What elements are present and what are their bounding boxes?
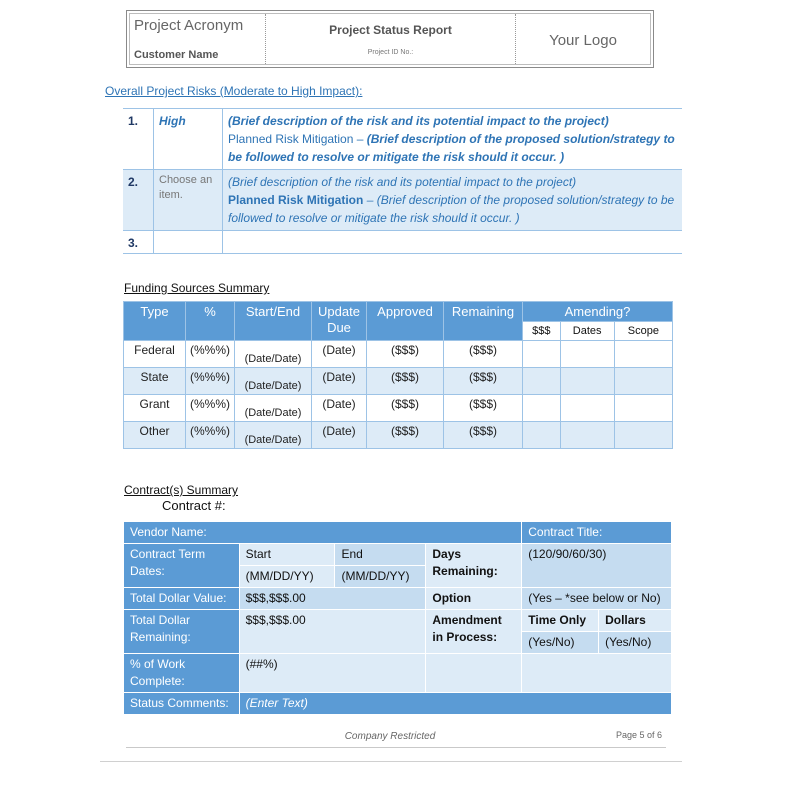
- total-remaining-label: Total Dollar Remaining:: [124, 610, 240, 654]
- amending-scope-cell[interactable]: [614, 341, 672, 368]
- customer-name[interactable]: Customer Name: [134, 49, 219, 61]
- percent-work-label: % of Work Complete:: [124, 654, 240, 693]
- funding-row-state: [124, 368, 673, 395]
- risk-level-cell[interactable]: [154, 109, 223, 170]
- funding-type: Grant: [124, 395, 186, 422]
- percent-work-value[interactable]: (##%): [239, 654, 426, 693]
- risk-level-cell[interactable]: [154, 231, 223, 254]
- total-remaining-value[interactable]: $$$,$$$.00: [239, 610, 426, 654]
- funding-remaining[interactable]: ($$$): [444, 422, 523, 449]
- contract-number-label[interactable]: Contract #:: [162, 498, 226, 513]
- amending-dates-cell[interactable]: [560, 368, 614, 395]
- funding-section-title: Funding Sources Summary: [124, 281, 270, 295]
- mitigation-label: Planned Risk Mitigation –: [228, 132, 367, 146]
- funding-percent[interactable]: (%%%): [186, 422, 235, 449]
- risk-row: [123, 170, 682, 231]
- dollars-label: Dollars: [599, 610, 672, 632]
- contract-title-label[interactable]: Contract Title:: [522, 522, 672, 544]
- amending-dates-cell[interactable]: [560, 422, 614, 449]
- funding-percent[interactable]: (%%%): [186, 341, 235, 368]
- project-id-label[interactable]: Project ID No.:: [367, 49, 414, 56]
- amendment-label: Amendment in Process:: [426, 610, 522, 654]
- term-start-value[interactable]: (MM/DD/YY): [239, 566, 335, 588]
- risk-row: [123, 231, 682, 254]
- time-only-value[interactable]: (Yes/No): [522, 632, 599, 654]
- risk-number: 3.: [123, 231, 154, 254]
- amending-dates-cell[interactable]: [560, 395, 614, 422]
- funding-type: Federal: [124, 341, 186, 368]
- term-end-label: End: [335, 544, 426, 566]
- term-start-label: Start: [239, 544, 335, 566]
- risk-level-cell[interactable]: [154, 170, 223, 231]
- funding-type: Other: [124, 422, 186, 449]
- funding-dates[interactable]: (Date/Date): [235, 422, 312, 449]
- funding-percent[interactable]: (%%%): [186, 395, 235, 422]
- funding-due[interactable]: (Date): [312, 395, 367, 422]
- risk-description-cell[interactable]: [223, 109, 683, 170]
- term-end-value[interactable]: (MM/DD/YY): [335, 566, 426, 588]
- header-title-cell: [266, 14, 516, 64]
- company-restricted: Company Restricted: [344, 731, 436, 742]
- amending-money-header: $$$: [523, 322, 561, 341]
- dollars-value[interactable]: (Yes/No): [599, 632, 672, 654]
- total-value[interactable]: $$$,$$$.00: [239, 588, 426, 610]
- funding-due[interactable]: (Date): [312, 422, 367, 449]
- risk-level-dropdown[interactable]: Choose an item.: [159, 174, 213, 201]
- risk-number: 2.: [123, 170, 154, 231]
- funding-dates[interactable]: (Date/Date): [235, 341, 312, 368]
- contract-term-label: Contract Term Dates:: [124, 544, 240, 588]
- days-remaining-value[interactable]: (120/90/60/30): [522, 544, 672, 588]
- logo-placeholder[interactable]: Your Logo: [549, 32, 617, 49]
- option-value[interactable]: (Yes – *see below or No): [522, 588, 672, 610]
- funding-remaining[interactable]: ($$$): [444, 341, 523, 368]
- risks-table: [123, 108, 682, 254]
- risk-description[interactable]: (Brief description of the risk and its potential impact to the project): [228, 175, 577, 189]
- project-acronym[interactable]: Project Acronym: [134, 17, 244, 34]
- funding-approved[interactable]: ($$$): [367, 422, 444, 449]
- funding-due[interactable]: (Date): [312, 368, 367, 395]
- footer-divider: [126, 747, 666, 748]
- col-approved-header: Approved: [367, 302, 444, 341]
- funding-approved[interactable]: ($$$): [367, 395, 444, 422]
- funding-row-other: [124, 422, 673, 449]
- page-bottom-divider: [100, 761, 682, 762]
- funding-dates[interactable]: (Date/Date): [235, 368, 312, 395]
- vendor-name-label[interactable]: Vendor Name:: [124, 522, 522, 544]
- header-logo-cell: [516, 14, 650, 64]
- status-comments-value[interactable]: (Enter Text): [239, 693, 671, 715]
- mitigation-text[interactable]: – (Brief description of the proposed solution/strategy to be followed to resolve or mitigate the risk should it occur. ): [228, 193, 675, 225]
- risk-mitigation[interactable]: [228, 191, 677, 227]
- col-percent-header: %: [186, 302, 235, 341]
- risks-section-title: Overall Project Risks (Moderate to High Impact):: [105, 84, 363, 98]
- funding-row-grant: [124, 395, 673, 422]
- amending-money-cell[interactable]: [523, 395, 561, 422]
- risk-mitigation[interactable]: [228, 130, 677, 166]
- risk-row: [123, 109, 682, 170]
- amending-dates-cell[interactable]: [560, 341, 614, 368]
- page-number: Page 5 of 6: [615, 730, 662, 740]
- funding-remaining[interactable]: ($$$): [444, 395, 523, 422]
- amending-money-cell[interactable]: [523, 341, 561, 368]
- report-title: Project Status Report: [329, 23, 452, 37]
- amending-dates-header: Dates: [560, 322, 614, 341]
- percent-work-spacer: [522, 654, 672, 693]
- funding-remaining[interactable]: ($$$): [444, 368, 523, 395]
- percent-work-spacer: [426, 654, 522, 693]
- time-only-label: Time Only: [522, 610, 599, 632]
- amending-scope-cell[interactable]: [614, 422, 672, 449]
- mitigation-text[interactable]: (Brief description of the proposed solution/strategy to be followed to resolve or mitigate the risk should it occur. ): [228, 132, 675, 164]
- amending-scope-cell[interactable]: [614, 395, 672, 422]
- risk-number: 1.: [123, 109, 154, 170]
- risk-description[interactable]: (Brief description of the risk and its potential impact to the project): [228, 114, 609, 128]
- funding-percent[interactable]: (%%%): [186, 368, 235, 395]
- risk-level[interactable]: High: [159, 114, 186, 128]
- option-label: Option: [426, 588, 522, 610]
- header-acronym-cell: [130, 14, 266, 64]
- contract-section-title: Contract(s) Summary: [124, 483, 239, 497]
- col-remaining-header: Remaining: [444, 302, 523, 341]
- funding-dates[interactable]: (Date/Date): [235, 395, 312, 422]
- col-amending-header: Amending?: [523, 302, 673, 322]
- risk-description-cell[interactable]: [223, 231, 683, 254]
- report-header: [126, 10, 654, 68]
- funding-type: State: [124, 368, 186, 395]
- funding-due[interactable]: (Date): [312, 341, 367, 368]
- funding-table: [123, 301, 673, 449]
- amending-money-cell[interactable]: [523, 368, 561, 395]
- contract-table: [123, 521, 672, 715]
- col-update-due-header: Update Due: [312, 302, 367, 341]
- col-type-header: Type: [124, 302, 186, 341]
- risk-description-cell[interactable]: [223, 170, 683, 231]
- mitigation-label: Planned Risk Mitigation: [228, 193, 364, 207]
- funding-approved[interactable]: ($$$): [367, 368, 444, 395]
- total-value-label: Total Dollar Value:: [124, 588, 240, 610]
- status-comments-label: Status Comments:: [124, 693, 240, 715]
- funding-approved[interactable]: ($$$): [367, 341, 444, 368]
- col-startend-header: Start/End: [235, 302, 312, 341]
- amending-scope-header: Scope: [614, 322, 672, 341]
- amending-scope-cell[interactable]: [614, 368, 672, 395]
- funding-row-federal: [124, 341, 673, 368]
- days-remaining-label: Days Remaining:: [426, 544, 522, 588]
- amending-money-cell[interactable]: [523, 422, 561, 449]
